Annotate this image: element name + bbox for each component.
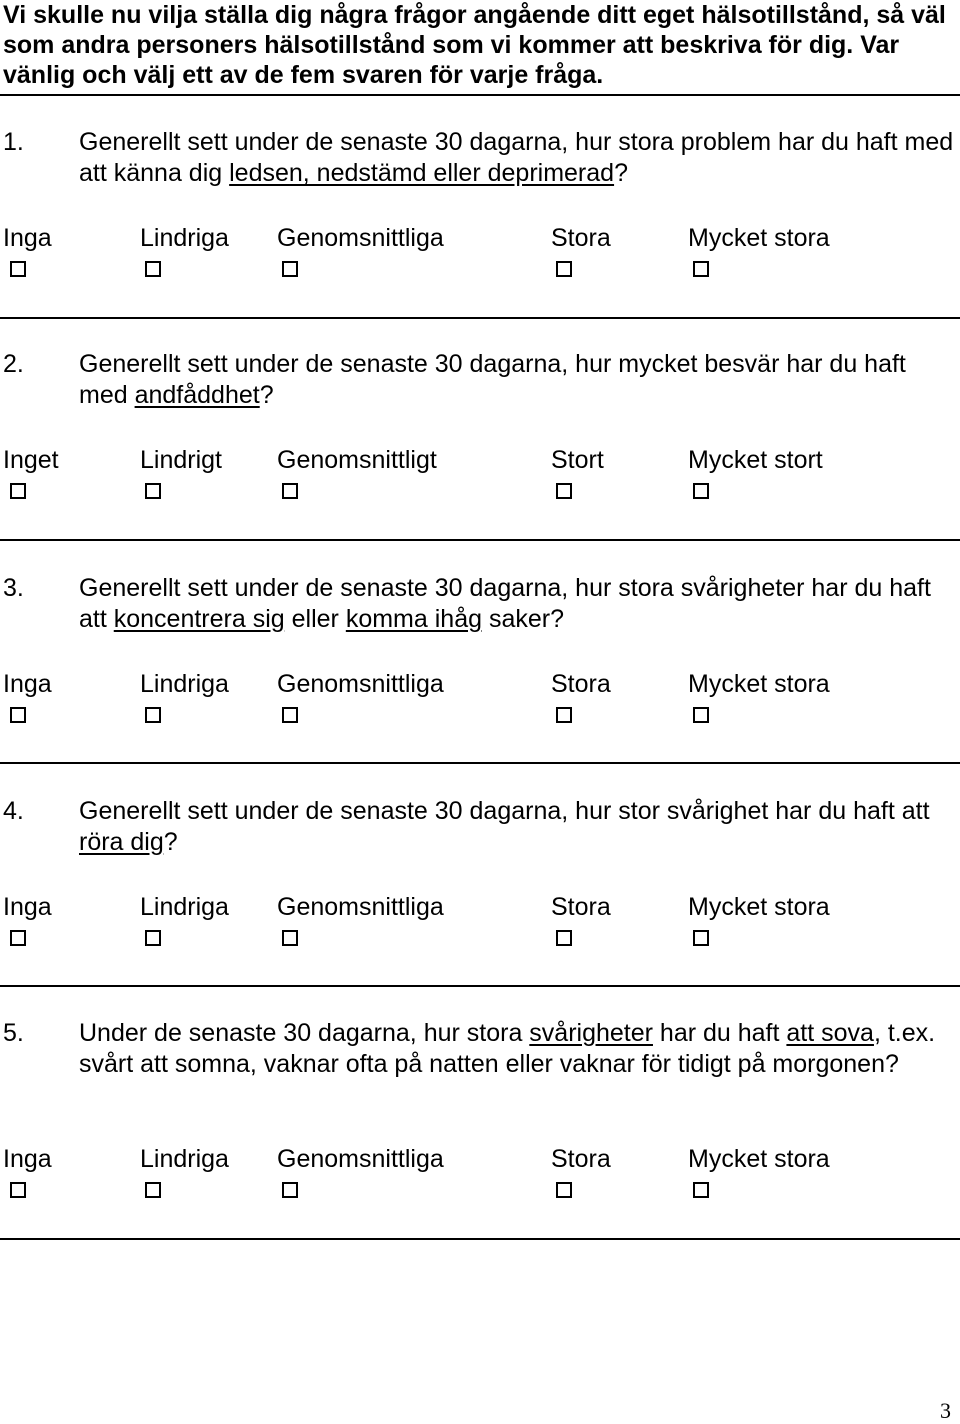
question-text-segment: Under de senaste 30 dagarna, hur stora [79,1019,530,1047]
question-number: 4. [3,797,24,825]
option-checkbox[interactable] [693,930,709,946]
option-checkbox[interactable] [282,930,298,946]
option-checkbox[interactable] [145,261,161,277]
option-label: Inga [3,224,52,252]
option-label: Mycket stora [688,224,830,252]
option-label: Lindriga [140,670,229,698]
option-checkbox[interactable] [693,261,709,277]
page-number: 3 [940,1398,951,1423]
option-checkbox[interactable] [10,930,26,946]
option-label: Stora [551,670,611,698]
question-text-segment: Generellt sett under de senaste 30 dagarna, hur stora svårigheter har du haft att [79,574,931,633]
option-label: Genomsnittliga [277,893,444,921]
question-text [79,796,957,858]
question-text [79,127,957,189]
underlined-phrase: koncentrera sig [113,605,285,633]
intro-divider [0,94,960,96]
option-label: Mycket stora [688,893,830,921]
option-label: Inga [3,893,52,921]
underlined-phrase: att sova [786,1019,874,1047]
option-checkbox[interactable] [556,1182,572,1198]
option-label: Genomsnittliga [277,670,444,698]
question-text-segment: , t.ex. svårt att somna, vaknar ofta på natten eller vaknar för tidigt på morgonen? [79,1019,936,1078]
option-label: Genomsnittliga [277,224,444,252]
option-checkbox[interactable] [693,1182,709,1198]
option-label: Inget [3,446,59,474]
question-text [79,573,957,635]
option-label: Mycket stora [688,670,830,698]
question-divider [0,317,960,319]
option-checkbox[interactable] [10,261,26,277]
option-checkbox[interactable] [10,1182,26,1198]
option-checkbox[interactable] [282,261,298,277]
option-checkbox[interactable] [145,707,161,723]
question-number: 5. [3,1019,24,1047]
underlined-phrase: komma ihåg [345,605,482,633]
option-checkbox[interactable] [693,707,709,723]
question-divider [0,762,960,764]
question-text [79,1018,957,1080]
question-divider [0,1238,960,1240]
question-text-segment: eller [284,605,346,633]
option-checkbox[interactable] [556,261,572,277]
question-divider [0,985,960,987]
option-label: Inga [3,670,52,698]
option-label: Genomsnittliga [277,1145,444,1173]
question-text-segment: ? [163,828,178,856]
option-checkbox[interactable] [282,707,298,723]
option-checkbox[interactable] [145,930,161,946]
option-checkbox[interactable] [145,1182,161,1198]
option-label: Stora [551,893,611,921]
option-label: Stora [551,1145,611,1173]
underlined-phrase: ledsen, nedstämd eller deprimerad [229,159,615,187]
question-text-segment: ? [259,381,274,409]
option-label: Mycket stort [688,446,823,474]
question-number: 2. [3,350,24,378]
question-number: 1. [3,128,24,156]
question-text-segment: har du haft [652,1019,787,1047]
question-text-segment: ? [614,159,628,187]
question-text-segment: Generellt sett under de senaste 30 dagarna, hur stora problem har du haft med att känna dig [79,128,954,187]
intro-text: Vi skulle nu vilja ställa dig några frågor angående ditt eget hälsotillstånd, så väl som andra personers hälsotillstånd som vi kommer att beskriva för dig. Var vänlig och välj ett av de fem svaren för varje fråga. [3,1,946,89]
option-label: Stora [551,224,611,252]
option-checkbox[interactable] [556,483,572,499]
question-text-segment: Generellt sett under de senaste 30 dagarna, hur mycket besvär har du haft med [79,350,906,409]
question-text-segment: saker? [482,605,564,633]
option-label: Genomsnittligt [277,446,437,474]
option-checkbox[interactable] [10,707,26,723]
option-checkbox[interactable] [556,930,572,946]
option-checkbox[interactable] [693,483,709,499]
question-text-segment: Generellt sett under de senaste 30 dagarna, hur stor svårighet har du haft att [79,797,930,825]
option-checkbox[interactable] [10,483,26,499]
option-label: Lindriga [140,1145,229,1173]
option-checkbox[interactable] [282,483,298,499]
option-label: Mycket stora [688,1145,830,1173]
option-label: Lindriga [140,893,229,921]
option-label: Inga [3,1145,52,1173]
underlined-phrase: svårigheter [529,1019,653,1047]
underlined-phrase: röra dig [79,828,164,856]
option-checkbox[interactable] [145,483,161,499]
option-checkbox[interactable] [556,707,572,723]
option-label: Lindriga [140,224,229,252]
question-text [79,349,957,411]
underlined-phrase: andfåddhet [134,381,260,409]
question-number: 3. [3,574,24,602]
question-divider [0,539,960,541]
option-label: Lindrigt [140,446,222,474]
option-checkbox[interactable] [282,1182,298,1198]
option-label: Stort [551,446,604,474]
